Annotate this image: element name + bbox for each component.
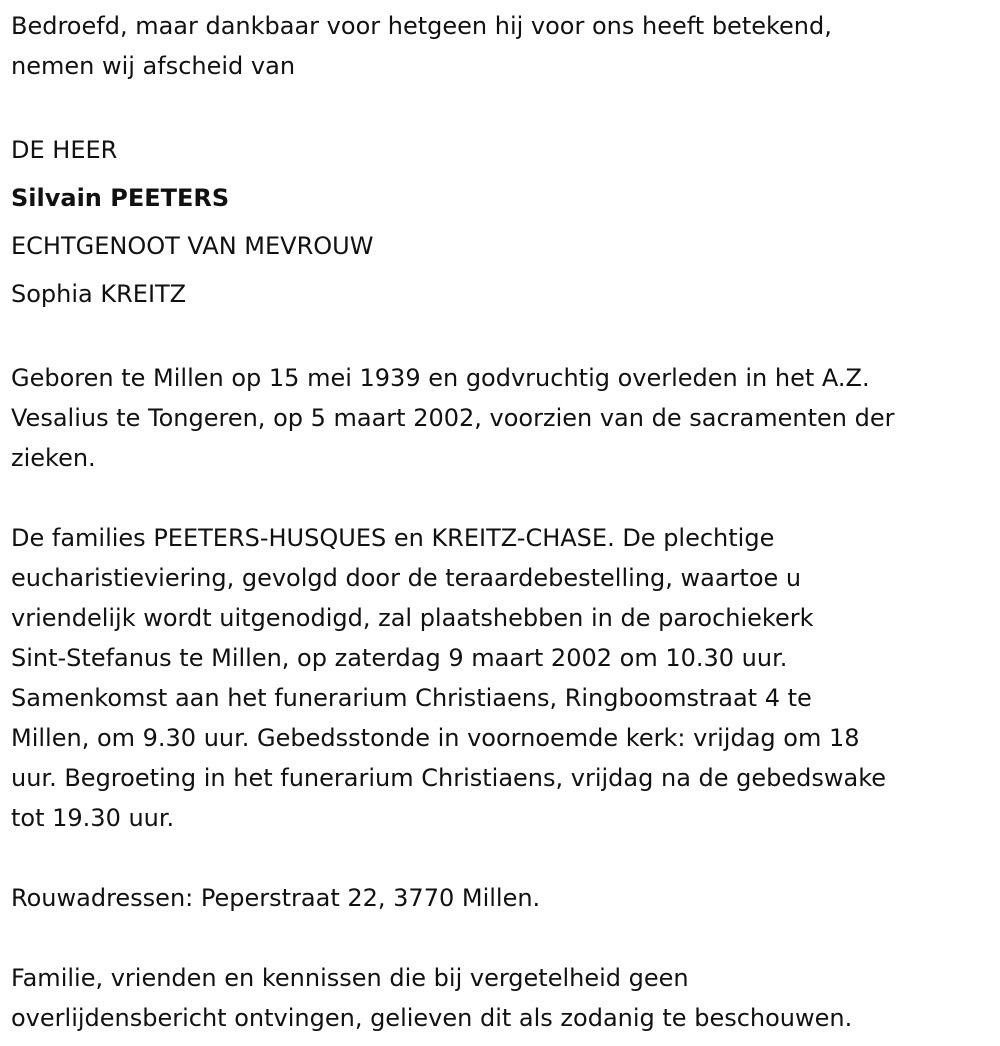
spacer <box>11 838 1000 878</box>
intro-line-1: Bedroefd, maar dankbaar voor hetgeen hij voor ons heeft betekend, <box>11 12 832 40</box>
deceased-name: Silvain PEETERS <box>11 184 230 212</box>
ceremony-line-3: vriendelijk wordt uitgenodigd, zal plaatshebben in de parochiekerk <box>11 604 814 632</box>
intro-line-2: nemen wij afscheid van <box>11 52 296 80</box>
spacer <box>11 86 1000 126</box>
ceremony-line-2: eucharistieviering, gevolgd door de teraardebestelling, waartoe u <box>11 564 802 592</box>
ceremony-line-1: De families PEETERS-HUSQUES en KREITZ-CHASE. De plechtige <box>11 524 775 552</box>
address-section <box>11 878 1000 918</box>
spacer <box>11 478 1000 518</box>
closing-section <box>11 958 1000 1038</box>
ceremony-line-4: Sint-Stefanus te Millen, op zaterdag 9 maart 2002 om 10.30 uur. <box>11 644 788 672</box>
intro-section <box>11 6 1000 86</box>
birth-death-line-2: Vesalius te Tongeren, op 5 maart 2002, voorzien van de sacramenten der <box>11 404 895 432</box>
ceremony-line-8: tot 19.30 uur. <box>11 804 175 832</box>
mourning-address: Rouwadressen: Peperstraat 22, 3770 Millen. <box>11 884 541 912</box>
deceased-relation: ECHTGENOOT VAN MEVROUW <box>11 232 374 260</box>
spouse-name: Sophia KREITZ <box>11 280 187 308</box>
ceremony-line-7: uur. Begroeting in het funerarium Christiaens, vrijdag na de gebedswake <box>11 764 887 792</box>
deceased-section <box>11 126 1000 318</box>
ceremony-section <box>11 518 1000 838</box>
birth-death-section <box>11 358 1000 478</box>
closing-line-1: Familie, vrienden en kennissen die bij vergetelheid geen <box>11 964 689 992</box>
closing-line-2: overlijdensbericht ontvingen, gelieven dit als zodanig te beschouwen. <box>11 1004 853 1032</box>
deceased-title: DE HEER <box>11 136 118 164</box>
ceremony-line-6: Millen, om 9.30 uur. Gebedsstonde in voornoemde kerk: vrijdag om 18 <box>11 724 860 752</box>
birth-death-line-1: Geboren te Millen op 15 mei 1939 en godvruchtig overleden in het A.Z. <box>11 364 870 392</box>
ceremony-line-5: Samenkomst aan het funerarium Christiaens, Ringboomstraat 4 te <box>11 684 812 712</box>
spacer <box>11 318 1000 358</box>
spacer <box>11 918 1000 958</box>
birth-death-line-3: zieken. <box>11 444 96 472</box>
